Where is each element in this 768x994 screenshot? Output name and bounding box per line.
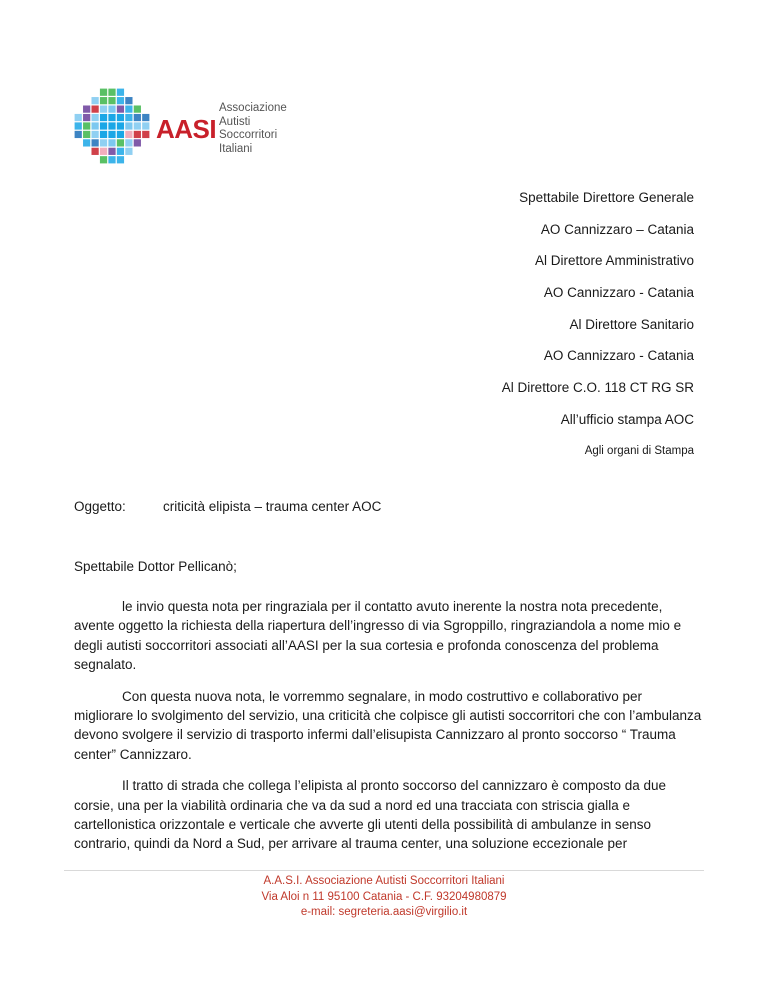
mosaic-tile (108, 122, 115, 129)
mosaic-tile (100, 156, 107, 163)
mosaic-tile (75, 114, 82, 121)
recipient-block (502, 182, 694, 467)
mosaic-tile (91, 105, 98, 112)
recipient-line: Al Direttore C.O. 118 CT RG SR (501, 380, 694, 396)
mosaic-tile (91, 148, 98, 155)
mosaic-tile (117, 139, 124, 146)
mosaic-tile (134, 105, 141, 112)
mosaic-tile (142, 131, 149, 138)
mosaic-tile (108, 89, 115, 96)
logo-abbreviation: AASI (156, 114, 217, 144)
mosaic-tile (108, 139, 115, 146)
logo (74, 88, 300, 166)
recipient-line: Al Direttore Amministrativo (534, 253, 694, 269)
logo-name-line: Italiani (219, 142, 253, 155)
logo-name-line: Associazione (219, 102, 287, 114)
mosaic-tile (83, 122, 90, 129)
logo-name-line: Soccorritori (219, 129, 278, 141)
mosaic-tile (134, 114, 141, 121)
mosaic-tile (125, 105, 132, 112)
mosaic-tile (75, 122, 82, 129)
recipient-line: AO Cannizzaro – Catania (540, 221, 694, 237)
mosaic-tile (91, 114, 98, 121)
mosaic-tile (117, 148, 124, 155)
mosaic-tile (108, 114, 115, 121)
mosaic-tile (83, 131, 90, 138)
mosaic-tile (117, 105, 124, 112)
mosaic-tile (100, 131, 107, 138)
subject-label: Oggetto: (74, 499, 126, 514)
mosaic-tile (100, 97, 107, 104)
mosaic-tile (117, 122, 124, 129)
mosaic-tile (134, 122, 141, 129)
mosaic-tile (117, 89, 124, 96)
mosaic-tile (125, 122, 132, 129)
mosaic-tile (108, 148, 115, 155)
footer (64, 874, 704, 921)
body-paragraph: le invio questa nota per ringraziala per il contatto avuto inerente la nostra nota precedente, avente oggetto la richiesta della riapertura dell’ingresso di via Sgroppillo, ringraziandola a nome mio e degli autisti soccorritori associati all’AASI per la sua cortesia e profonda conoscenza del problema segnalato. (74, 599, 682, 673)
body-paragraph: Con questa nuova nota, le vorremmo segnalare, in modo costruttivo e collaborativo per migliorare lo svolgimento del servizio, una criticità che colpisce gli autisti soccorritori che con l’ambulanza devono svolgere il servizio di trasporto infermi dall’elisupista Cannizzaro al pronto soccorso “ Trauma center” Cannizzaro. (74, 688, 702, 762)
mosaic-tile (108, 97, 115, 104)
letter-body (74, 597, 702, 866)
recipient-line: AO Cannizzaro - Catania (543, 285, 694, 301)
mosaic-tile (83, 114, 90, 121)
mosaic-tile (100, 105, 107, 112)
mosaic-tile (142, 122, 149, 129)
recipient-line: All’ufficio stampa AOC (560, 411, 694, 427)
mosaic-tile (125, 148, 132, 155)
body-paragraph: Il tratto di strada che collega l’elipista al pronto soccorso del cannizzaro è composto da due corsie, una per la viabilità ordinaria che va da sud a nord ed una tracciata con striscia gialla e cartellonistica orizzontale e verticale che avverte gli utenti della possibilità di ambulanze in senso contrario, quindi da Nord a Sud, per arrivare al trauma center, una soluzione eccezionale per (74, 778, 667, 852)
mosaic-tile (100, 89, 107, 96)
mosaic-tile (117, 131, 124, 138)
mosaic-tile (100, 139, 107, 146)
mosaic-tile (108, 131, 115, 138)
mosaic-tile (100, 148, 107, 155)
mosaic-tile (125, 114, 132, 121)
mosaic-tile (108, 156, 115, 163)
mosaic-tile (134, 131, 141, 138)
footer-line: A.A.S.I. Associazione Autisti Soccorritori Italiani (263, 875, 505, 887)
logo-full-name (219, 102, 287, 156)
footer-line: Via Aloi n 11 95100 Catania - C.F. 93204980879 (261, 890, 507, 903)
mosaic-tile (83, 105, 90, 112)
mosaic-tile (134, 139, 141, 146)
aasi-mosaic-icon (74, 88, 150, 164)
subject-line (74, 499, 381, 514)
mosaic-tile (117, 97, 124, 104)
recipient-line: AO Cannizzaro - Catania (543, 348, 694, 364)
mosaic-tile (83, 139, 90, 146)
footer-divider (64, 870, 704, 871)
subject-text: criticità elipista – trauma center AOC (163, 499, 382, 514)
mosaic-tile (91, 139, 98, 146)
recipient-line: Al Direttore Sanitario (569, 316, 694, 332)
mosaic-tile (117, 156, 124, 163)
mosaic-tile (100, 122, 107, 129)
footer-email[interactable]: e-mail: segreteria.aasi@virgilio.it (300, 906, 468, 918)
mosaic-tile (75, 131, 82, 138)
mosaic-tile (91, 131, 98, 138)
salutation: Spettabile Dottor Pellicanò; (74, 559, 237, 574)
mosaic-tile (125, 131, 132, 138)
mosaic-tile (108, 105, 115, 112)
mosaic-tile (117, 114, 124, 121)
recipient-line: Spettabile Direttore Generale (519, 190, 694, 205)
mosaic-tile (91, 122, 98, 129)
mosaic-tile (125, 139, 132, 146)
recipient-line: Agli organi di Stampa (584, 444, 694, 457)
mosaic-tile (100, 114, 107, 121)
mosaic-tile (142, 114, 149, 121)
mosaic-tile (91, 97, 98, 104)
mosaic-tile (125, 97, 132, 104)
logo-name-line: Autisti (219, 115, 251, 128)
